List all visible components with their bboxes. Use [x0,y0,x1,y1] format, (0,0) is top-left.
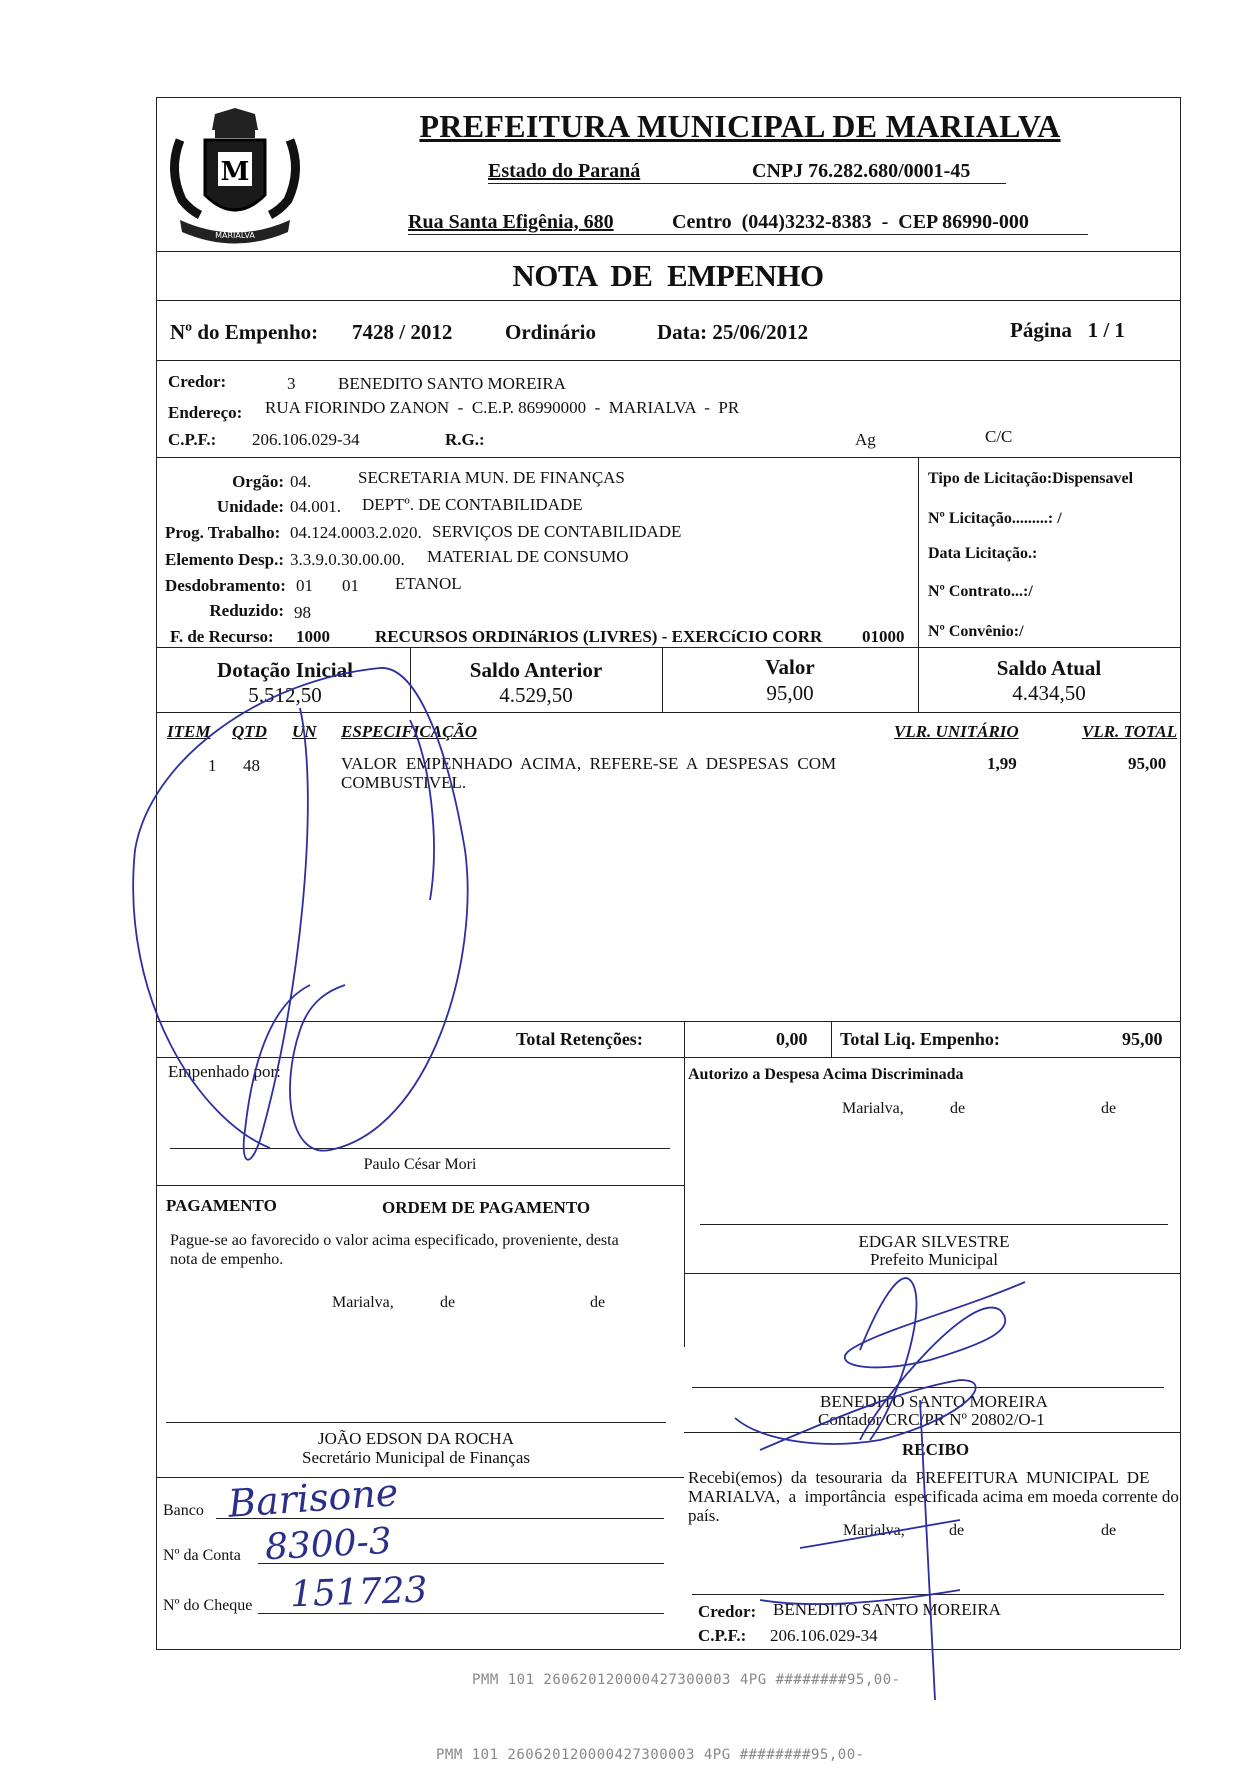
saldo-atual-label: Saldo Atual [996,656,1102,680]
orgao-label: Orgão: [232,472,284,491]
frame-top [156,97,1180,98]
desdobramento-label: Desdobramento: [165,576,286,595]
cheque-handwritten: 151723 [289,1569,429,1616]
pagamento-text-line1: Pague-se ao favorecido o valor acima especificado, proveniente, desta [170,1232,619,1249]
header-underline-2 [408,234,1088,235]
divider-8 [156,1057,1180,1058]
desdobramento-2: 01 [342,576,359,595]
divider-9 [156,1185,684,1186]
frame-left [156,97,157,1649]
recibo-credor-name: BENEDITO SANTO MOREIRA [773,1600,1001,1619]
divider-6 [156,712,1180,713]
reduzido-value: 98 [294,603,311,622]
col-qtd: QTD [232,722,267,741]
recurso-name: RECURSOS ORDINáRIOS (LIVRES) - EXERCíCIO CORR [375,627,823,646]
recibo-text-line2: MARIALVA, a importância especificada acima em moeda corrente do [688,1487,1179,1506]
banco-label: Banco [163,1502,204,1519]
prog-name: SERVIÇOS DE CONTABILIDADE [432,522,682,541]
empenhado-name: Paulo César Mori [363,1156,477,1173]
coat-of-arms-logo [160,100,310,250]
liquido-value: 95,00 [1122,1029,1163,1049]
liquido-label: Total Liq. Empenho: [840,1029,1000,1049]
divider-10 [684,1273,1180,1274]
divider-1 [156,251,1180,252]
ordem-pagamento: ORDEM DE PAGAMENTO [382,1198,591,1217]
desdobramento-name: ETANOL [395,574,462,593]
cpf-label: C.P.F.: [168,430,217,449]
cnpj: CNPJ 76.282.680/0001-45 [752,160,971,182]
retencoes-value: 0,00 [776,1029,808,1049]
divider-7 [156,1021,1180,1022]
recibo-city: Marialva, [843,1522,905,1539]
divider-12 [684,1432,1180,1433]
empenho-number-label: Nº do Empenho: [170,320,319,344]
col-vlr-total: VLR. TOTAL [1082,722,1178,741]
credor-label: Credor: [168,372,227,391]
item-spec-line1: VALOR EMPENHADO ACIMA, REFERE-SE A DESPESAS COM [341,754,837,773]
col-vlr-unitario: VLR. UNITÁRIO [894,722,1019,741]
retencoes-label: Total Retenções: [516,1029,643,1049]
col-item: ITEM [167,722,211,741]
item-qtd: 48 [243,756,260,775]
col-especificacao: ESPECIFICAÇÃO [341,722,478,741]
divider-2 [156,300,1180,301]
reduzido-label: Reduzido: [209,601,284,620]
elemento-label: Elemento Desp.: [165,550,284,569]
licitacao-tipo: Tipo de Licitação:Dispensavel [928,470,1134,487]
autorizo-label: Autorizo a Despesa Acima Discriminada [688,1066,964,1083]
address: Rua Santa Efigênia, 680 [408,211,614,233]
totals-sep-1 [684,1021,685,1057]
recibo-de-2: de [1101,1522,1117,1539]
elemento-code: 3.3.9.0.30.00.00. [290,550,405,569]
item-total-value: 95,00 [1128,754,1167,773]
unidade-label: Unidade: [216,497,284,516]
orgao-name: SECRETARIA MUN. DE FINANÇAS [358,468,625,487]
unidade-name: DEPTº. DE CONTABILIDADE [362,495,583,514]
valor-value: 95,00 [766,681,814,705]
prefeito-name: EDGAR SILVESTRE [858,1232,1010,1251]
svg-text:M: M [220,157,250,187]
licitacao-numero: Nº Licitação.........: / [928,510,1062,527]
pagamento-de-2: de [590,1294,606,1311]
autorizo-city: Marialva, [842,1100,904,1117]
saldo-atual-value: 4.434,50 [1012,681,1086,705]
valor-label: Valor [765,655,815,679]
saldo-anterior-label: Saldo Anterior [469,658,603,682]
doc-title: NOTA DE EMPENHO [512,258,824,293]
rg-label: R.G.: [445,430,485,449]
recibo-de-1: de [949,1522,965,1539]
prefeito-role: Prefeito Municipal [870,1250,998,1269]
header-underline-1 [488,183,1006,184]
secretario-role: Secretário Municipal de Finanças [301,1448,530,1467]
state-name: Estado do Paraná [488,160,641,182]
contador-name: BENEDITO SANTO MOREIRA [820,1392,1048,1411]
prog-label: Prog. Trabalho: [165,523,281,542]
conta-label: Nº da Conta [163,1547,241,1564]
pagamento-city: Marialva, [332,1294,394,1311]
unidade-code: 04.001. [290,497,341,516]
frame-bottom [156,1649,1180,1650]
licitacao-contrato: Nº Contrato...:/ [928,583,1033,600]
empenhado-sign-line [170,1148,670,1149]
cheque-label: Nº do Cheque [163,1597,253,1614]
saldo-anterior-value: 4.529,50 [499,683,573,707]
prog-code: 04.124.0003.2.020. [290,523,422,542]
totals-sep-2 [831,1021,832,1057]
conta-handwritten: 8300-3 [264,1520,393,1569]
frame-right [1180,97,1181,1649]
credor-cpf: 206.106.029-34 [252,430,360,449]
autorizo-de-2: de [1101,1100,1117,1117]
mid-divider [684,1057,685,1347]
empenho-date: Data: 25/06/2012 [657,320,809,344]
contador-role: Contador CRC/PR Nº 20802/O-1 [818,1410,1045,1429]
dotacao-value: 5.512,50 [248,683,322,707]
orgao-code: 04. [290,472,312,491]
pagamento-de-1: de [440,1294,456,1311]
recurso-code2: 01000 [862,627,905,646]
page-title: PREFEITURA MUNICIPAL DE MARIALVA [419,108,1061,144]
item-number: 1 [208,756,217,775]
autorizo-de-1: de [950,1100,966,1117]
scan-code-2: PMM 101 260620120000427300003 4PG ########95,00- [436,1747,865,1763]
divider-11 [156,1477,684,1478]
divider-5 [156,647,1180,648]
recurso-label: F. de Recurso: [170,627,274,646]
recurso-code: 1000 [296,627,330,646]
item-unit-value: 1,99 [987,754,1017,773]
credor-sign-line [692,1594,1164,1595]
dotacao-label: Dotação Inicial [217,658,353,682]
desdobramento-1: 01 [296,576,313,595]
recibo-text-line3: país. [688,1506,720,1525]
pagamento-label: PAGAMENTO [166,1196,277,1215]
prefeito-sign-line [700,1224,1168,1225]
recibo-cpf-label: C.P.F.: [698,1626,747,1645]
credor-code: 3 [287,374,296,393]
divider-4 [156,457,1180,458]
budget-divider [918,457,919,647]
page-number: Página 1 / 1 [1010,318,1125,342]
item-spec-line2: COMBUSTIVEL. [341,773,467,792]
secretario-name: JOÃO EDSON DA ROCHA [318,1429,514,1448]
col-un: UN [292,722,317,741]
empenho-number: 7428 / 2012 [352,320,453,344]
empenho-type: Ordinário [505,320,597,344]
credor-name: BENEDITO SANTO MOREIRA [338,374,566,393]
address-label: Endereço: [168,403,243,422]
svg-text:MARIALVA: MARIALVA [215,231,255,240]
licitacao-data: Data Licitação.: [928,545,1038,562]
district-phone-cep: Centro (044)3232-8383 - CEP 86990-000 [672,211,1029,233]
ag-label: Ag [855,430,876,449]
pagamento-text-line2: nota de empenho. [170,1251,284,1268]
elemento-name: MATERIAL DE CONSUMO [427,547,629,566]
recibo-title: RECIBO [902,1440,970,1459]
banco-handwritten: Barisone [226,1470,400,1526]
credor-address: RUA FIORINDO ZANON - C.E.P. 86990000 - MARIALVA - PR [265,398,740,417]
secretario-sign-line [166,1422,666,1423]
licitacao-convenio: Nº Convênio:/ [928,623,1024,640]
cc-label: C/C [985,427,1013,446]
empenhado-label: Empenhado por: [168,1062,281,1081]
scan-code-1: PMM 101 260620120000427300003 4PG ########95,00- [472,1672,901,1688]
recibo-text-line1: Recebi(emos) da tesouraria da PREFEITURA MUNICIPAL DE [688,1468,1150,1487]
contador-sign-line [692,1387,1164,1388]
recibo-cpf: 206.106.029-34 [770,1626,878,1645]
divider-3 [156,360,1180,361]
recibo-credor-label: Credor: [698,1602,757,1621]
